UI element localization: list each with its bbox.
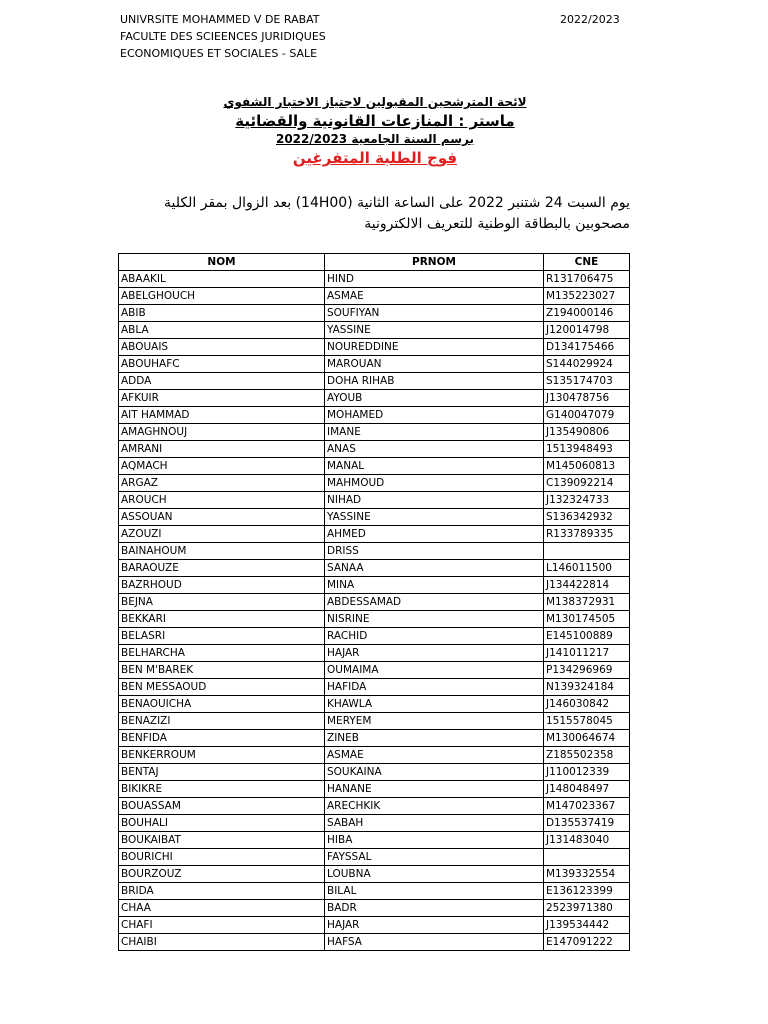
cell-prenom: FAYSSAL [325, 849, 544, 866]
cell-cne: D135537419 [544, 815, 630, 832]
cell-prenom: HAJAR [325, 917, 544, 934]
cell-cne: J134422814 [544, 577, 630, 594]
cell-cne: Z185502358 [544, 747, 630, 764]
cell-cne: E136123399 [544, 883, 630, 900]
table-row [119, 815, 630, 832]
table-row [119, 322, 630, 339]
cell-cne: J148048497 [544, 781, 630, 798]
table-row [119, 730, 630, 747]
cell-nom: BENAZIZI [119, 713, 325, 730]
cell-cne: S135174703 [544, 373, 630, 390]
table-row [119, 696, 630, 713]
cell-nom: BOUKAIBAT [119, 832, 325, 849]
table-row [119, 832, 630, 849]
cell-nom: AZOUZI [119, 526, 325, 543]
table-row [119, 305, 630, 322]
table-row [119, 356, 630, 373]
cell-nom: BELASRI [119, 628, 325, 645]
cell-cne: J139534442 [544, 917, 630, 934]
table-row [119, 917, 630, 934]
cell-nom: ASSOUAN [119, 509, 325, 526]
cell-prenom: YASSINE [325, 509, 544, 526]
table-row [119, 849, 630, 866]
cell-nom: AMRANI [119, 441, 325, 458]
cell-nom: AMAGHNOUJ [119, 424, 325, 441]
cell-cne: P134296969 [544, 662, 630, 679]
cell-prenom: ASMAE [325, 288, 544, 305]
cell-prenom: ZINEB [325, 730, 544, 747]
table-row [119, 679, 630, 696]
table-row [119, 900, 630, 917]
table-row [119, 866, 630, 883]
cell-nom: ABIB [119, 305, 325, 322]
cell-nom: ABAAKIL [119, 271, 325, 288]
cell-cne: R131706475 [544, 271, 630, 288]
cell-nom: BENTAJ [119, 764, 325, 781]
cell-prenom: MINA [325, 577, 544, 594]
cell-prenom: BADR [325, 900, 544, 917]
table-row [119, 492, 630, 509]
cell-cne: D134175466 [544, 339, 630, 356]
table-row [119, 288, 630, 305]
cell-prenom: RACHID [325, 628, 544, 645]
cell-nom: ABOUHAFC [119, 356, 325, 373]
cell-cne [544, 849, 630, 866]
cell-cne: M139332554 [544, 866, 630, 883]
cell-nom: ABELGHOUCH [119, 288, 325, 305]
cell-nom: BENAOUICHA [119, 696, 325, 713]
cell-nom: BELHARCHA [119, 645, 325, 662]
cell-prenom: NISRINE [325, 611, 544, 628]
cell-prenom: ANAS [325, 441, 544, 458]
season-title: برسم السنة الجامعية 2022/2023 [275, 132, 475, 146]
cell-nom: AQMACH [119, 458, 325, 475]
cell-nom: BARAOUZE [119, 560, 325, 577]
table-row [119, 271, 630, 288]
cell-prenom: MAHMOUD [325, 475, 544, 492]
cell-nom: ABLA [119, 322, 325, 339]
table-row [119, 747, 630, 764]
cell-cne: G140047079 [544, 407, 630, 424]
table-row [119, 645, 630, 662]
table-row [119, 781, 630, 798]
cell-prenom: HANANE [325, 781, 544, 798]
cell-nom: BRIDA [119, 883, 325, 900]
cell-cne: J135490806 [544, 424, 630, 441]
cell-prenom: HIBA [325, 832, 544, 849]
table-row [119, 441, 630, 458]
cell-prenom: OUMAIMA [325, 662, 544, 679]
cell-prenom: ARECHKIK [325, 798, 544, 815]
cell-prenom: IMANE [325, 424, 544, 441]
list-title: لائحة المترشحين المقبولين لاجتياز الاختبار الشفوي [223, 95, 527, 109]
cell-nom: CHAFI [119, 917, 325, 934]
cell-cne: M135223027 [544, 288, 630, 305]
cell-prenom: KHAWLA [325, 696, 544, 713]
cell-cne: M147023367 [544, 798, 630, 815]
cell-cne: L146011500 [544, 560, 630, 577]
cell-nom: BOURICHI [119, 849, 325, 866]
cell-prenom: MOHAMED [325, 407, 544, 424]
candidates-table [118, 253, 630, 951]
cell-prenom: NIHAD [325, 492, 544, 509]
cell-nom: ARGAZ [119, 475, 325, 492]
cell-prenom: HIND [325, 271, 544, 288]
cell-nom: CHAIBI [119, 934, 325, 951]
table-row [119, 662, 630, 679]
cell-cne: M145060813 [544, 458, 630, 475]
cell-prenom: SOUFIYAN [325, 305, 544, 322]
exam-notice [120, 193, 630, 235]
table-row [119, 339, 630, 356]
cell-cne: 1515578045 [544, 713, 630, 730]
cell-cne: J141011217 [544, 645, 630, 662]
cell-prenom: MANAL [325, 458, 544, 475]
university-header [120, 11, 326, 62]
cell-prenom: SABAH [325, 815, 544, 832]
cell-prenom: YASSINE [325, 322, 544, 339]
cell-nom: ADDA [119, 373, 325, 390]
cell-prenom: DOHA RIHAB [325, 373, 544, 390]
cell-cne: S136342932 [544, 509, 630, 526]
cell-cne: 1513948493 [544, 441, 630, 458]
cell-cne: J130478756 [544, 390, 630, 407]
university-line-2: FACULTE DES SCIEENCES JURIDIQUES [120, 30, 326, 43]
table-row [119, 543, 630, 560]
cell-nom: BOURZOUZ [119, 866, 325, 883]
table-row [119, 407, 630, 424]
cell-prenom: HAJAR [325, 645, 544, 662]
cell-cne: J132324733 [544, 492, 630, 509]
cell-prenom: DRISS [325, 543, 544, 560]
cell-cne: J146030842 [544, 696, 630, 713]
master-title: ماستر : المنازعات القانونية والقضائية [235, 112, 515, 130]
cell-prenom: ABDESSAMAD [325, 594, 544, 611]
cell-prenom: SANAA [325, 560, 544, 577]
academic-year: 2022/2023 [560, 13, 620, 26]
cell-nom: BEJNA [119, 594, 325, 611]
cell-cne: E147091222 [544, 934, 630, 951]
cell-nom: AROUCH [119, 492, 325, 509]
cell-nom: AFKUIR [119, 390, 325, 407]
table-row [119, 458, 630, 475]
cell-nom: BAZRHOUD [119, 577, 325, 594]
cell-cne: J120014798 [544, 322, 630, 339]
table-row [119, 611, 630, 628]
cell-prenom: SOUKAINA [325, 764, 544, 781]
cell-cne: J110012339 [544, 764, 630, 781]
notice-line-1: يوم السبت 24 شتنبر 2022 على الساعة الثانية (14H00) بعد الزوال بمقر الكلية [164, 195, 630, 211]
cell-prenom: MERYEM [325, 713, 544, 730]
cell-cne: Z194000146 [544, 305, 630, 322]
cell-prenom: AYOUB [325, 390, 544, 407]
cell-nom: BAINAHOUM [119, 543, 325, 560]
cell-prenom: NOUREDDINE [325, 339, 544, 356]
group-title: فوج الطلبة المتفرغين [292, 149, 458, 167]
table-row [119, 934, 630, 951]
cell-prenom: BILAL [325, 883, 544, 900]
cell-prenom: MAROUAN [325, 356, 544, 373]
cell-prenom: HAFIDA [325, 679, 544, 696]
title-block [120, 94, 630, 168]
cell-cne: N139324184 [544, 679, 630, 696]
cell-cne: S144029924 [544, 356, 630, 373]
cell-prenom: ASMAE [325, 747, 544, 764]
cell-prenom: AHMED [325, 526, 544, 543]
table-row [119, 509, 630, 526]
table-row [119, 526, 630, 543]
university-line-3: ECONOMIQUES ET SOCIALES - SALE [120, 47, 318, 60]
table-row [119, 373, 630, 390]
cell-nom: AIT HAMMAD [119, 407, 325, 424]
cell-nom: BIKIKRE [119, 781, 325, 798]
cell-cne: 2523971380 [544, 900, 630, 917]
table-row [119, 560, 630, 577]
cell-nom: BOUHALI [119, 815, 325, 832]
cell-nom: BENFIDA [119, 730, 325, 747]
cell-nom: CHAA [119, 900, 325, 917]
notice-line-2: مصحوبين بالبطاقة الوطنية للتعريف الالكترونية [364, 216, 630, 232]
cell-nom: BEN M'BAREK [119, 662, 325, 679]
table-body [119, 271, 630, 951]
table-row [119, 594, 630, 611]
cell-cne: R133789335 [544, 526, 630, 543]
table-row [119, 713, 630, 730]
cell-cne: M130174505 [544, 611, 630, 628]
cell-cne [544, 543, 630, 560]
table-row [119, 577, 630, 594]
cell-prenom: HAFSA [325, 934, 544, 951]
cell-nom: BEKKARI [119, 611, 325, 628]
cell-nom: BENKERROUM [119, 747, 325, 764]
cell-nom: BOUASSAM [119, 798, 325, 815]
table-row [119, 883, 630, 900]
table-row [119, 764, 630, 781]
cell-nom: ABOUAIS [119, 339, 325, 356]
table-row [119, 628, 630, 645]
header-cne: CNE [544, 254, 630, 271]
cell-cne: M130064674 [544, 730, 630, 747]
cell-cne: M138372931 [544, 594, 630, 611]
cell-cne: J131483040 [544, 832, 630, 849]
table-row [119, 424, 630, 441]
table-row [119, 475, 630, 492]
table-header-row [119, 254, 630, 271]
cell-prenom: LOUBNA [325, 866, 544, 883]
header-prenom: PRNOM [325, 254, 544, 271]
university-line-1: UNIVRSITE MOHAMMED V DE RABAT [120, 13, 320, 26]
cell-cne: C139092214 [544, 475, 630, 492]
table-row [119, 798, 630, 815]
cell-cne: E145100889 [544, 628, 630, 645]
table-row [119, 390, 630, 407]
header-nom: NOM [119, 254, 325, 271]
cell-nom: BEN MESSAOUD [119, 679, 325, 696]
